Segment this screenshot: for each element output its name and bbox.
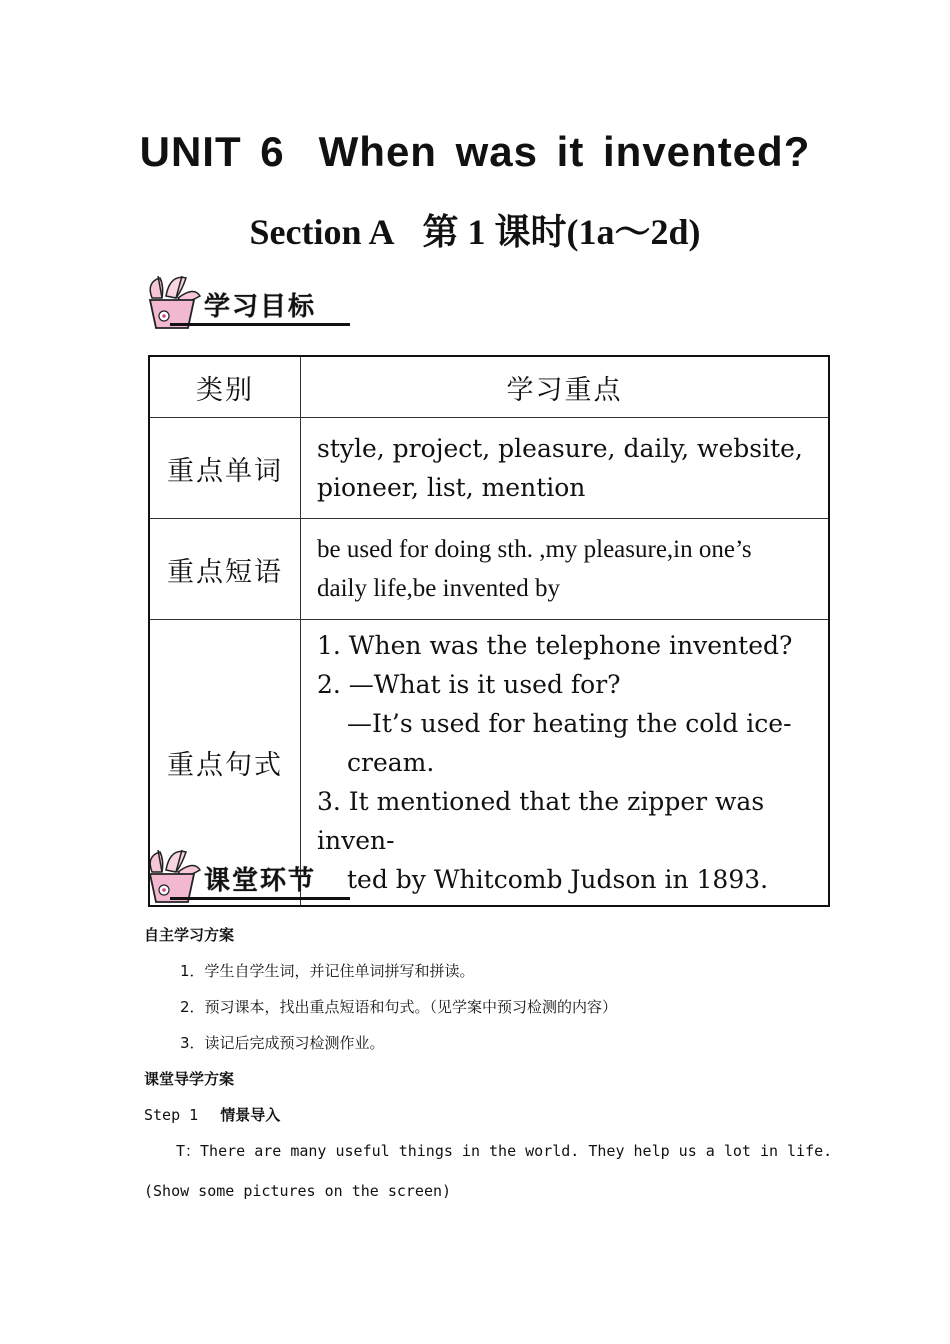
word-line: style, project, pleasure, daily, website,	[317, 434, 803, 463]
goals-banner	[142, 272, 350, 332]
sentence-line: —It’s used for heating the cold ice-	[347, 709, 792, 738]
class-banner	[142, 846, 350, 906]
unit-title	[0, 128, 950, 176]
self-study-item: 2．预习课本，找出重点短语和句式。（见学案中预习检测的内容）	[180, 998, 618, 1016]
step1-label: Step 1	[144, 1106, 199, 1124]
table-header-row	[149, 356, 829, 418]
self-study-item: 3．读记后完成预习检测作业。	[180, 1034, 385, 1052]
phrase-line: be used for doing sth. ,my pleasure,in one’s	[317, 536, 752, 563]
sentence-line: 1. When was the telephone invented?	[317, 631, 793, 660]
goals-banner-underline	[170, 323, 350, 326]
sentence-line: cream.	[347, 748, 435, 777]
sentence-line: 3. It mentioned that the zipper was inven-	[317, 787, 765, 855]
row-category: 重点单词	[149, 418, 301, 519]
lesson-label: 第 1 课时(1a～2d)	[422, 212, 701, 252]
class-banner-label: 课堂环节	[204, 866, 317, 896]
word-line: pioneer, list, mention	[317, 473, 586, 502]
phrase-line: daily life,be invented by	[317, 575, 560, 602]
goals-banner-label: 学习目标	[204, 292, 317, 322]
header-category: 类别	[149, 356, 301, 418]
class-guide-heading: 课堂导学方案	[144, 1070, 235, 1088]
paragraph-line: (Show some pictures on the screen)	[144, 1182, 452, 1200]
step1-heading	[144, 1104, 280, 1125]
header-focus: 学习重点	[301, 356, 830, 418]
section-title	[0, 204, 950, 255]
row-category: 重点句式	[149, 620, 301, 907]
class-banner-underline	[170, 897, 350, 900]
paragraph-line: T：There are many useful things in the world. They help us a lot in life.	[176, 1142, 833, 1160]
sentence-line: ted by Whitcomb Judson in 1893.	[347, 865, 769, 894]
table-row	[149, 418, 829, 519]
learning-goals-table	[148, 355, 830, 907]
table-row	[149, 519, 829, 620]
row-category: 重点短语	[149, 519, 301, 620]
section-label: Section A	[249, 212, 395, 252]
step1-title: 情景导入	[220, 1106, 281, 1124]
unit-number: UNIT 6	[139, 128, 285, 175]
sentence-line: 2. —What is it used for?	[317, 670, 621, 699]
unit-question: When was it invented?	[318, 128, 811, 175]
row-content	[301, 519, 830, 620]
self-study-heading: 自主学习方案	[144, 926, 235, 944]
row-content	[301, 418, 830, 519]
row-content	[301, 620, 830, 907]
self-study-item: 1．学生自学生词，并记住单词拼写和拼读。	[180, 962, 475, 980]
